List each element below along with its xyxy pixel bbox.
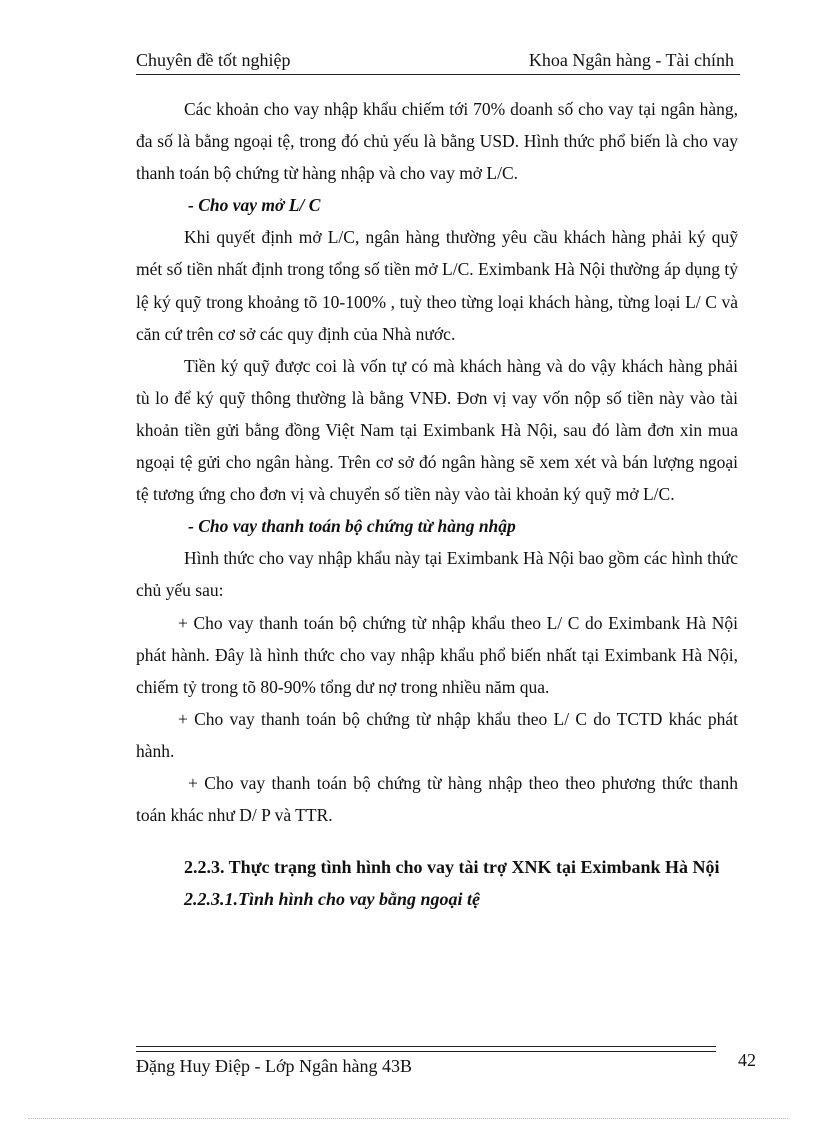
footer-author: Đặng Huy Điệp - Lớp Ngân hàng 43B (136, 1056, 412, 1076)
heading-lc-loans: - Cho vay mở L/ C (188, 195, 321, 216)
paragraph-3: Tiền ký quỹ được coi là vốn tự có mà khách hàng và do vậy khách hàng phải tù lo để ký quỹ thông thường là bằng VNĐ. Đơn vị vay vốn nộp số tiền này vào tài khoản tiền gửi bằng đồng Việt Nam tại Eximbank Hà Nội, sau đó làm đơn xin mua ngoại tệ gửi cho ngân hàng. Trên cơ sở đó ngân hàng sẽ xem xét và bán lượng ngoại tệ tương ứng cho đơn vị và chuyển số tiền này vào tài khoản ký quỹ mở L/C. (136, 355, 738, 505)
header-title-left: Chuyên đề tốt nghiệp (136, 50, 291, 70)
paragraph-1: Các khoản cho vay nhập khẩu chiếm tới 70% doanh số cho vay tại ngân hàng, đa số là bằng ngoại tệ, trong đó chủ yếu là bằng USD. Hình thức phổ biến là cho vay thanh toán bộ chứng từ hàng nhập và cho vay mở L/C. (136, 99, 738, 184)
page-boundary (28, 1118, 788, 1119)
page-number: 42 (738, 1050, 756, 1070)
page-header (136, 48, 740, 75)
list-item-1: + Cho vay thanh toán bộ chứng từ nhập khẩu theo L/ C do Eximbank Hà Nội phát hành. Đây là hình thức cho vay nhập khẩu phổ biến nhất tại Eximbank Hà Nội, chiếm tỷ trong tõ 80-90% tổng dư nợ trong nhiều năm qua. (136, 612, 738, 697)
paragraph-4: Hình thức cho vay nhập khẩu này tại Eximbank Hà Nội bao gồm các hình thức chủ yếu sau: (136, 548, 738, 601)
list-item-3: + Cho vay thanh toán bộ chứng từ hàng nhập theo theo phương thức thanh toán khác như D/ P và TTR. (136, 772, 738, 826)
list-item-2: + Cho vay thanh toán bộ chứng từ nhập khẩu theo L/ C do TCTD khác phát hành. (136, 708, 738, 761)
page-body (136, 93, 738, 915)
section-heading: 2.2.3. Thực trạng tình hình cho vay tài trợ XNK tại Eximbank Hà Nội (184, 857, 720, 878)
header-title-right: Khoa Ngân hàng - Tài chính (528, 50, 734, 70)
subsection-heading: 2.2.3.1.Tình hình cho vay bằng ngoại tệ (184, 889, 481, 910)
footer-divider (136, 1046, 716, 1052)
paragraph-2: Khi quyết định mở L/C, ngân hàng thường yêu cầu khách hàng phải ký quỹ mét số tiền nhất định trong tổng số tiền mở L/C. Eximbank Hà Nội thường áp dụng tỷ lệ ký quỹ trong khoảng tõ 10-100% , tuỳ theo từng loại khách hàng, từng loại L/ C và căn cứ trên cơ sở các quy định của Nhà nước. (136, 227, 738, 344)
heading-document-payment-loans: - Cho vay thanh toán bộ chứng từ hàng nhập (188, 516, 516, 537)
